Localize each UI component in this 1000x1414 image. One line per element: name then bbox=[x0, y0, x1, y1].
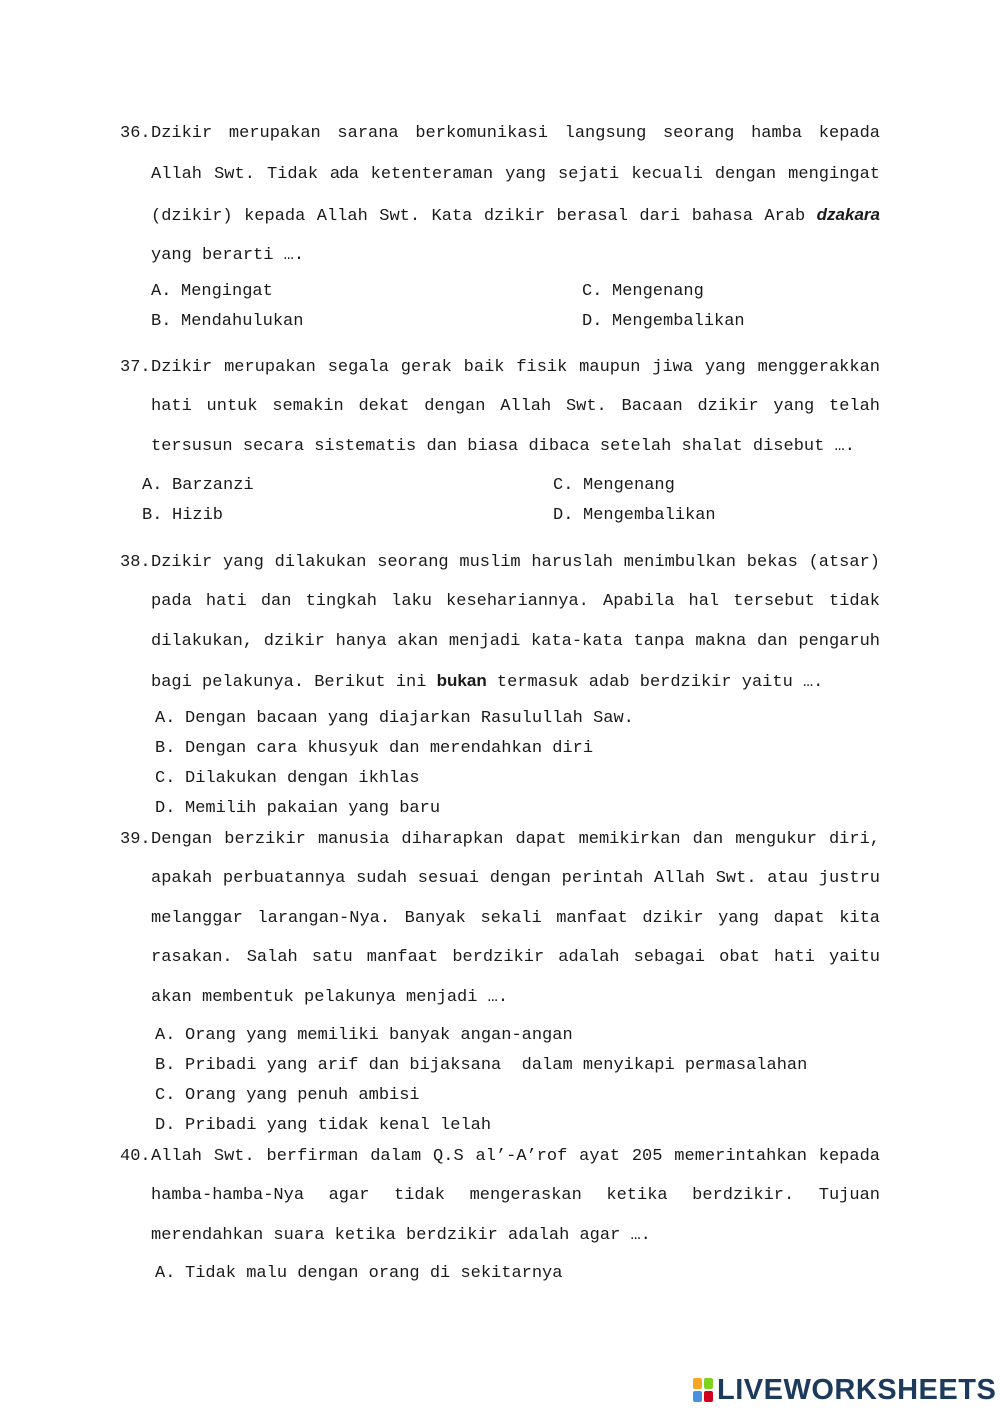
option-38-a[interactable]: A. Dengan bacaan yang diajarkan Rasulullah Saw. bbox=[155, 709, 634, 728]
logo-mark-icon bbox=[693, 1378, 713, 1402]
option-39-a[interactable]: A. Orang yang memiliki banyak angan-angan bbox=[155, 1026, 573, 1045]
option-37-b[interactable]: B. Hizib bbox=[142, 506, 224, 525]
question-text: Dzikir yang dilakukan seorang muslim haruslah menimbulkan bekas (atsar) pada hati dan tingkah laku kesehariannya. Apabila hal tersebut tidak dilakukan, dzikir hanya akan menjadi kata-kata tanpa makna dan pengaruh bagi pelakunya. Berikut ini bukan termasuk adab berdzikir yaitu …. bbox=[151, 553, 880, 693]
question-text: Dzikir merupakan segala gerak baik fisik maupun jiwa yang menggerakkan hati untuk semakin dekat dengan Allah Swt. Bacaan dzikir yang telah tersusun secara sistematis dan biasa dibaca setelah shalat disebut …. bbox=[151, 358, 880, 456]
question-37 bbox=[120, 348, 880, 466]
option-37-a[interactable]: A. Barzanzi bbox=[142, 476, 254, 495]
question-number: 38. bbox=[120, 553, 151, 572]
option-37-d[interactable]: D. Mengembalikan bbox=[553, 506, 716, 525]
option-39-b[interactable]: B. Pribadi yang arif dan bijaksana dalam menyikapi permasalahan bbox=[155, 1056, 808, 1075]
option-36-c[interactable]: C. Mengenang bbox=[582, 282, 704, 301]
question-number: 36. bbox=[120, 124, 151, 143]
question-39 bbox=[120, 820, 880, 1017]
question-text: Allah Swt. berfirman dalam Q.S al’-A’rof ayat 205 memerintahkan kepada hamba-hamba-Nya agar tidak mengeraskan ketika berdzikir. Tujuan merendahkan suara ketika berdzikir adalah agar …. bbox=[151, 1147, 880, 1245]
question-text: Dzikir merupakan sarana berkomunikasi langsung seorang hamba kepada Allah Swt. Tidak ada ketenteraman yang sejati kecuali dengan mengingat (dzikir) kepada Allah Swt. Kata dzikir berasal dari bahasa Arab dzakara yang berarti …. bbox=[151, 124, 880, 266]
option-38-b[interactable]: B. Dengan cara khusyuk dan merendahkan diri bbox=[155, 739, 594, 758]
highlight-dzakara: dzakara bbox=[816, 204, 880, 224]
question-40 bbox=[120, 1137, 880, 1255]
highlight-ada: ada bbox=[330, 163, 359, 183]
highlight-bukan: bukan bbox=[436, 671, 487, 691]
logo-text: LIVEWORKSHEETS bbox=[717, 1373, 997, 1406]
option-40-a[interactable]: A. Tidak malu dengan orang di sekitarnya bbox=[155, 1264, 563, 1283]
question-36 bbox=[120, 114, 880, 276]
question-number: 37. bbox=[120, 358, 151, 377]
question-number: 40. bbox=[120, 1147, 151, 1166]
option-39-d[interactable]: D. Pribadi yang tidak kenal lelah bbox=[155, 1116, 492, 1135]
option-37-c[interactable]: C. Mengenang bbox=[553, 476, 675, 495]
option-36-d[interactable]: D. Mengembalikan bbox=[582, 312, 745, 331]
question-text: Dengan berzikir manusia diharapkan dapat memikirkan dan mengukur diri, apakah perbuatannya sudah sesuai dengan perintah Allah Swt. atau justru melanggar larangan-Nya. Banyak sekali manfaat dzikir yang dapat kita rasakan. Salah satu manfaat berdzikir adalah sebagai obat hati yaitu akan membentuk pelakunya menjadi …. bbox=[151, 830, 880, 1007]
question-38 bbox=[120, 543, 880, 703]
option-38-d[interactable]: D. Memilih pakaian yang baru bbox=[155, 799, 441, 818]
question-number: 39. bbox=[120, 830, 151, 849]
option-36-b[interactable]: B. Mendahulukan bbox=[151, 312, 304, 331]
option-39-c[interactable]: C. Orang yang penuh ambisi bbox=[155, 1086, 420, 1105]
option-38-c[interactable]: C. Dilakukan dengan ikhlas bbox=[155, 769, 420, 788]
liveworksheets-logo bbox=[693, 1374, 996, 1406]
option-36-a[interactable]: A. Mengingat bbox=[151, 282, 273, 301]
